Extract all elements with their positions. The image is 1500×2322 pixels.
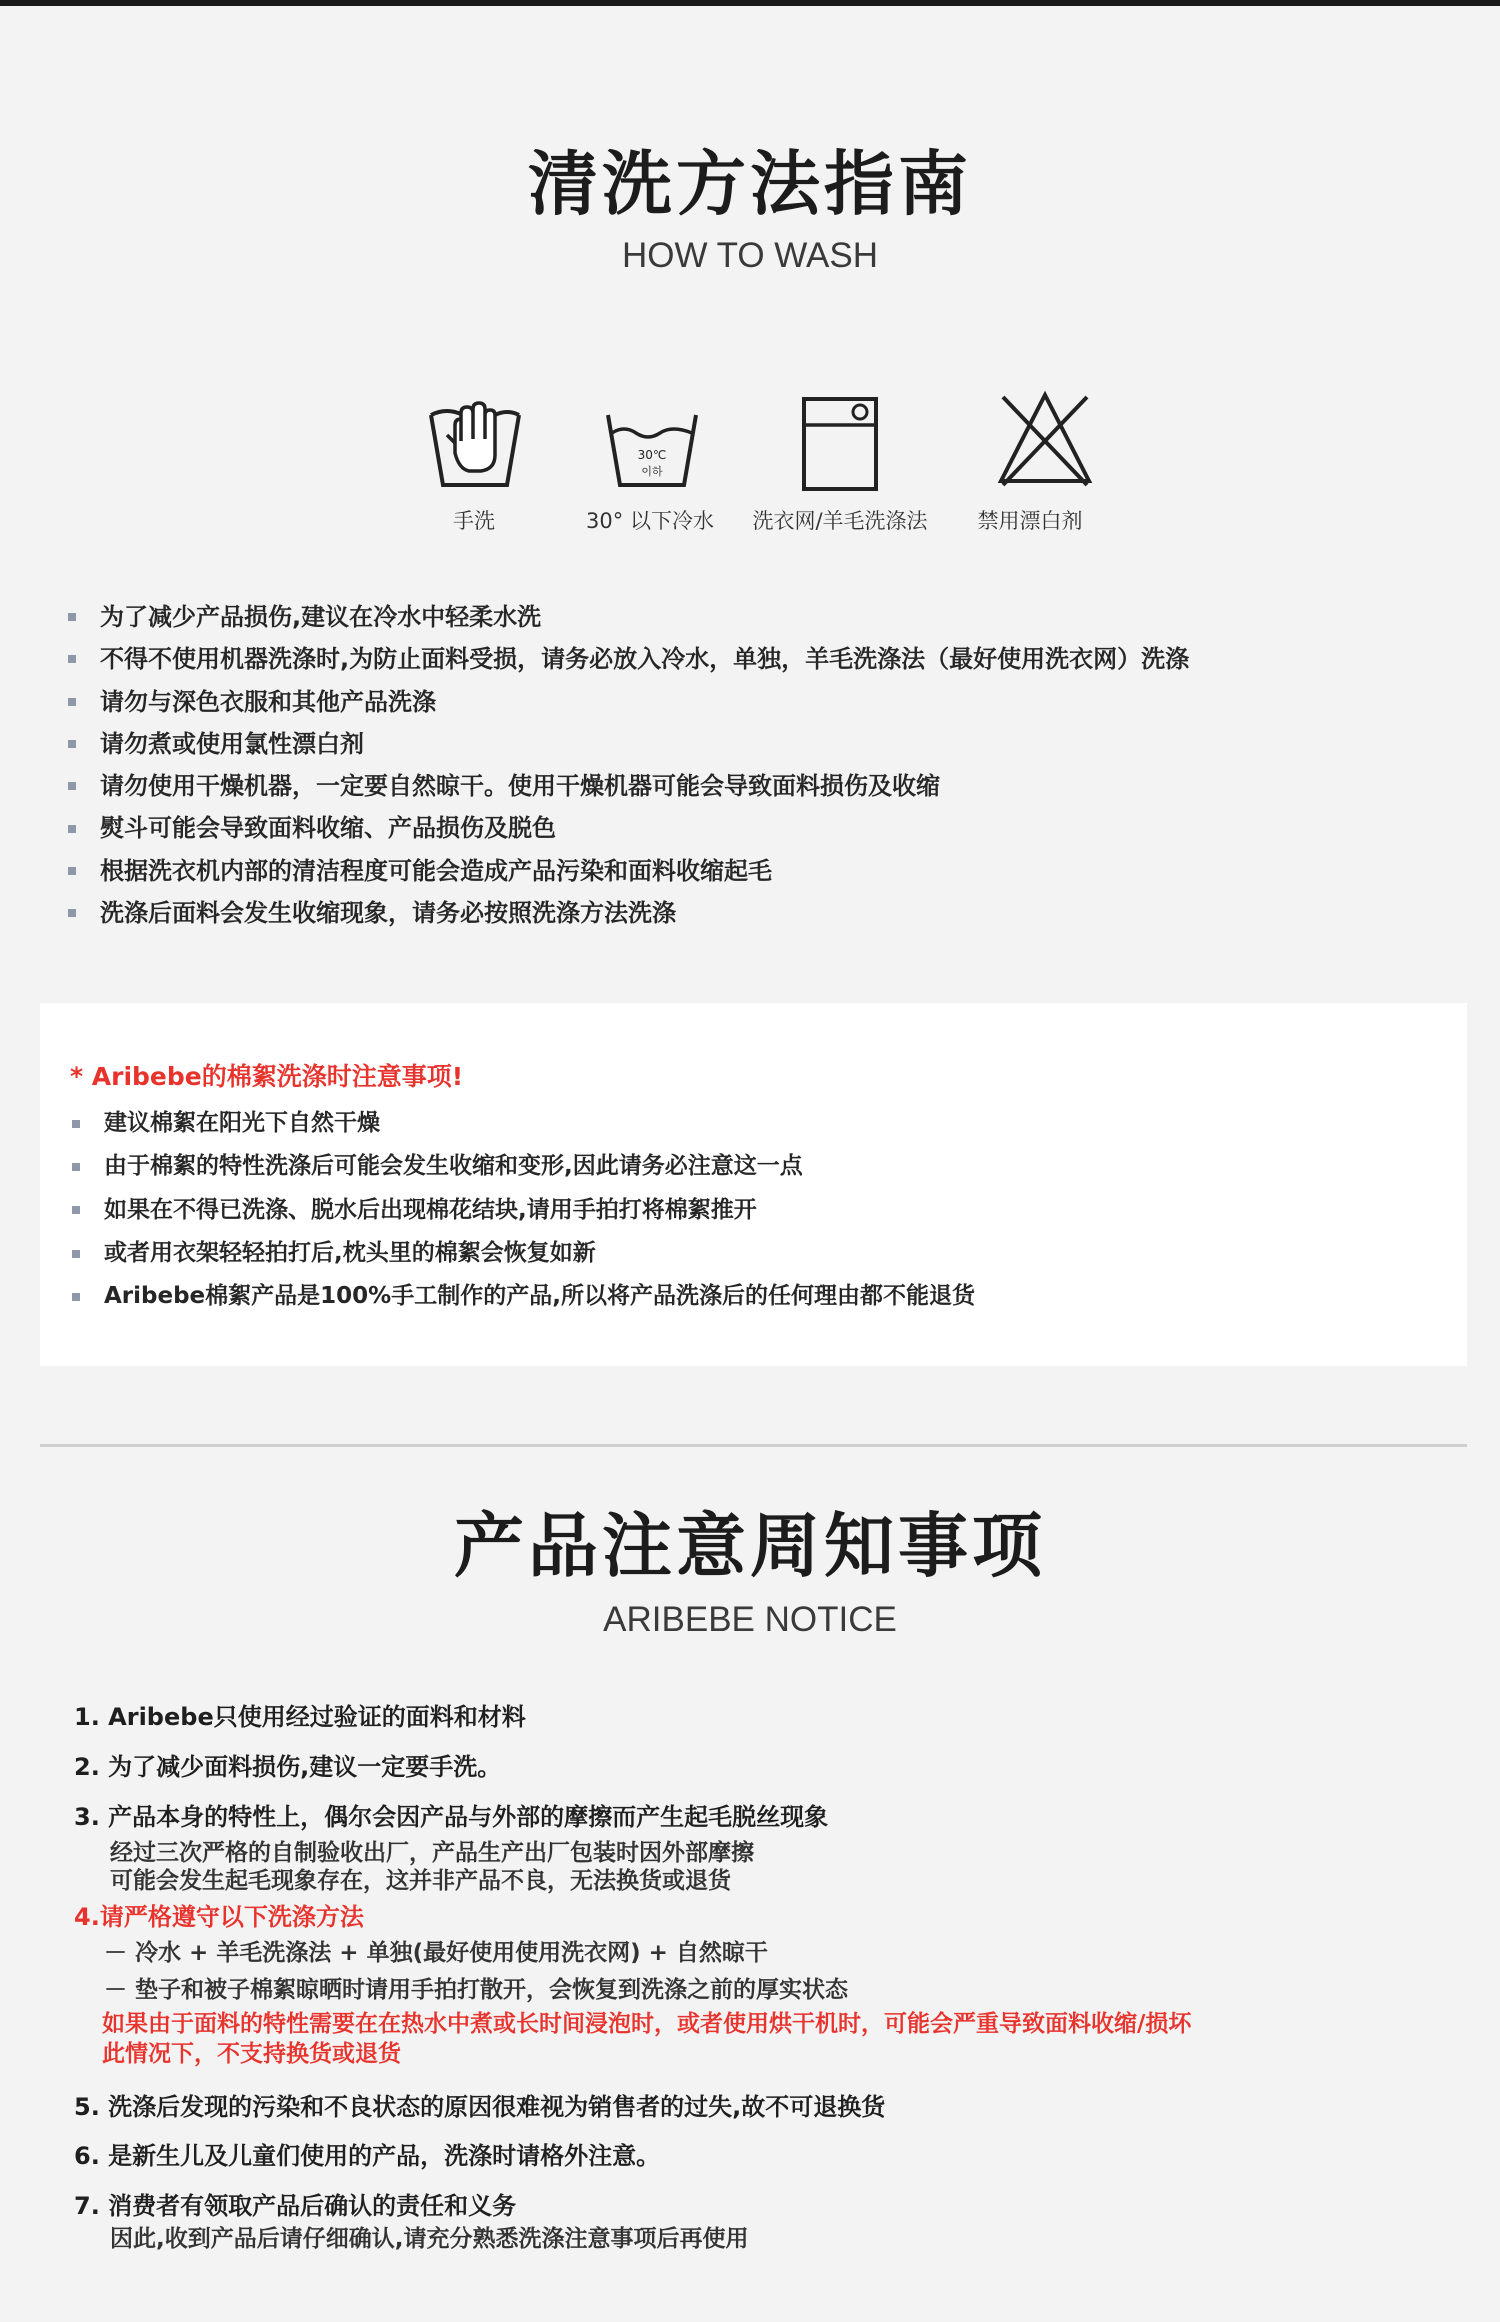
list-item: 请勿煮或使用氯性漂白剂 bbox=[68, 723, 1189, 765]
laundry-net-label: 洗衣网/羊毛洗涤法 bbox=[752, 509, 928, 533]
hand-wash-icon bbox=[395, 385, 555, 495]
notice-item-3-detail-1: 经过三次严格的自制验收出厂，产品生产出厂包装时因外部摩擦 bbox=[110, 1840, 754, 1866]
list-item: 由于棉絮的特性洗涤后可能会发生收缩和变形,因此请务必注意这一点 bbox=[72, 1145, 975, 1188]
wash-30c-icon bbox=[572, 385, 732, 495]
no-bleach-label: 禁用漂白剂 bbox=[977, 509, 1083, 533]
cotton-care-heading: * Aribebe的棉絮洗涤时注意事项! bbox=[70, 1062, 464, 1091]
list-item: 如果在不得已洗涤、脱水后出现棉花结块,请用手拍打将棉絮推开 bbox=[72, 1189, 975, 1232]
list-item: Aribebe棉絮产品是100%手工制作的产品,所以将产品洗涤后的任何理由都不能退货 bbox=[72, 1275, 975, 1318]
cotton-care-list bbox=[72, 1102, 975, 1318]
hand-wash-label: 手洗 bbox=[453, 509, 495, 533]
list-item: 洗涤后面料会发生收缩现象，请务必按照洗涤方法洗涤 bbox=[68, 892, 1189, 934]
notice-item-2: 2. 为了减少面料损伤,建议一定要手洗。 bbox=[74, 1753, 502, 1781]
notice-item-4-warning-1: 如果由于面料的特性需要在在热水中煮或长时间浸泡时，或者使用烘干机时，可能会严重导致面料收缩/损坏 bbox=[102, 2011, 1192, 2037]
list-item: 请勿与深色衣服和其他产品洗涤 bbox=[68, 681, 1189, 723]
top-rule bbox=[0, 0, 1500, 6]
notice-item-4-warning-2: 此情况下，不支持换货或退货 bbox=[102, 2041, 401, 2067]
list-item: 建议棉絮在阳光下自然干燥 bbox=[72, 1102, 975, 1145]
wash-subtitle: HOW TO WASH bbox=[621, 236, 879, 275]
wash-instructions-list bbox=[68, 596, 1189, 934]
list-item: 熨斗可能会导致面料收缩、产品损伤及脱色 bbox=[68, 807, 1189, 849]
notice-item-3: 3. 产品本身的特性上，偶尔会因产品与外部的摩擦而产生起毛脱丝现象 bbox=[74, 1803, 829, 1831]
wash-30c-label: 30° 以下冷水 bbox=[586, 509, 714, 533]
list-item: 不得不使用机器洗涤时,为防止面料受损，请务必放入冷水，单独，羊毛洗涤法（最好使用洗衣网）洗涤 bbox=[68, 638, 1189, 680]
notice-item-3-detail-2: 可能会发生起毛现象存在，这并非产品不良，无法换货或退货 bbox=[110, 1868, 731, 1894]
notice-item-4-detail-2: － 垫子和被子棉絮晾晒时请用手拍打散开，会恢复到洗涤之前的厚实状态 bbox=[104, 1977, 849, 2003]
wash-title: 清洗方法指南 bbox=[528, 143, 972, 225]
notice-item-4: 4.请严格遵守以下洗涤方法 bbox=[74, 1903, 364, 1931]
no-bleach-icon bbox=[965, 385, 1125, 495]
notice-item-7-detail: 因此,收到产品后请仔细确认,请充分熟悉洗涤注意事项后再使用 bbox=[110, 2226, 749, 2252]
care-icons bbox=[0, 385, 1500, 545]
notice-item-1: 1. Aribebe只使用经过验证的面料和材料 bbox=[74, 1703, 526, 1731]
notice-title: 产品注意周知事项 bbox=[454, 1505, 1046, 1587]
list-item: 根据洗衣机内部的清洁程度可能会造成产品污染和面料收缩起毛 bbox=[68, 850, 1189, 892]
cotton-care-note-box bbox=[40, 1003, 1467, 1366]
section-divider bbox=[40, 1444, 1467, 1447]
list-item: 为了减少产品损伤,建议在冷水中轻柔水洗 bbox=[68, 596, 1189, 638]
notice-item-6: 6. 是新生儿及儿童们使用的产品，洗涤时请格外注意。 bbox=[74, 2142, 661, 2170]
notice-item-5: 5. 洗涤后发现的污染和不良状态的原因很难视为销售者的过失,故不可退换货 bbox=[74, 2093, 886, 2121]
wash-temp-text: 30℃ bbox=[637, 448, 667, 462]
laundry-net-icon bbox=[760, 385, 920, 495]
wash-temp-subtext: 이하 bbox=[641, 465, 663, 478]
notice-item-4-detail-1: － 冷水 + 羊毛洗涤法 + 单独(最好使用使用洗衣网) + 自然晾干 bbox=[104, 1940, 768, 1966]
list-item: 或者用衣架轻轻拍打后,枕头里的棉絮会恢复如新 bbox=[72, 1232, 975, 1275]
notice-item-7: 7. 消费者有领取产品后确认的责任和义务 bbox=[74, 2192, 517, 2220]
list-item: 请勿使用干燥机器，一定要自然晾干。使用干燥机器可能会导致面料损伤及收缩 bbox=[68, 765, 1189, 807]
notice-subtitle: ARIBEBE NOTICE bbox=[603, 1600, 897, 1639]
